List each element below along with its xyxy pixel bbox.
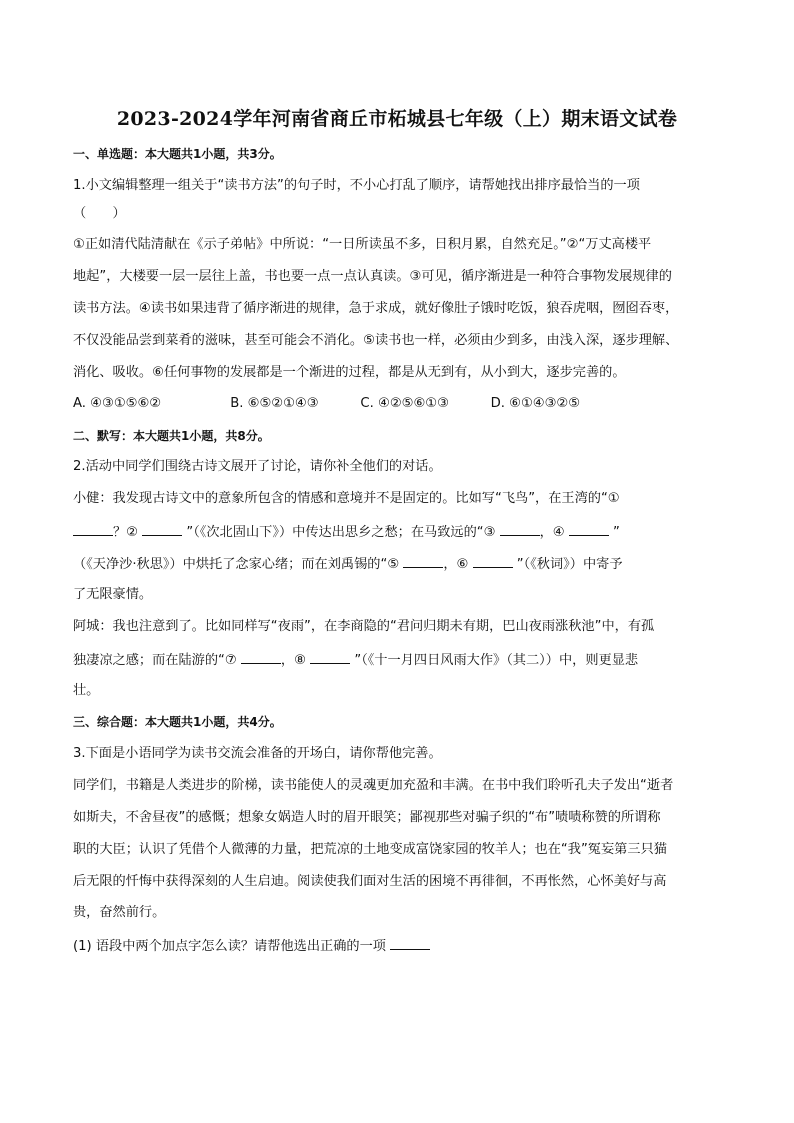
option-b[interactable]: B. ⑥⑤②①④③: [230, 396, 319, 411]
dialogue-line: ？② ”（《次北固山下》）中传达出思乡之愁；在马致远的“③ ，④ ”: [73, 522, 723, 542]
page-title: 2023-2024学年河南省商丘市柘城县七年级（上）期末语文试卷: [116, 108, 678, 130]
passage-line: 同学们，书籍是人类进步的阶梯，读书能使人的灵魂更加充盈和丰满。在书中我们聆听孔夫子发出“逝者: [73, 778, 674, 793]
passage-line: 不仅没能品尝到菜肴的滋味，甚至可能会不消化。⑤读书也一样，必须由少到多，由浅入深，逐步理解、: [73, 333, 679, 348]
options-row: [73, 395, 723, 413]
section-heading-1: 一、单选题：本大题共1小题，共3分。: [73, 147, 282, 161]
answer-blank-sub1[interactable]: [390, 936, 430, 950]
passage-line: 职的大臣；认识了凭借个人微薄的力量，把荒凉的土地变成富饶家园的牧羊人；也在“我”冤妄第三只猫: [73, 842, 667, 857]
answer-blank-2[interactable]: [142, 522, 182, 536]
sub-question-1: (1) 语段中两个加点字怎么读？请帮他选出正确的一项: [73, 936, 723, 956]
answer-blank-1[interactable]: [73, 522, 113, 536]
section-heading-2: 二、默写：本大题共1小题，共8分。: [73, 429, 270, 443]
option-d[interactable]: D. ⑥①④③②⑤: [490, 396, 581, 411]
option-c[interactable]: C. ④②⑤⑥①③: [360, 396, 449, 411]
section-heading-3: 三、综合题：本大题共1小题，共4分。: [73, 715, 282, 729]
question-3-stem: 3.下面是小语同学为读书交流会准备的开场白，请你帮他完善。: [73, 746, 442, 761]
dialogue-line: 阿城：我也注意到了。比如同样写“夜雨”，在李商隐的“君问归期未有期，巴山夜雨涨秋池”中，有孤: [73, 619, 655, 634]
passage-line: ①正如清代陆清献在《示子弟帖》中所说：“一日所读虽不多，日积月累，自然充足。”②“万丈高楼平: [73, 237, 652, 252]
answer-blank-6[interactable]: [473, 554, 513, 568]
question-2-stem: 2.活动中同学们围绕古诗文展开了讨论，请你补全他们的对话。: [73, 459, 442, 474]
dialogue-line: 壮。: [73, 683, 100, 698]
answer-blank-7[interactable]: [241, 650, 281, 664]
dialogue-line: 独凄凉之感；而在陆游的“⑦ ，⑧ ”（《十一月四日风雨大作》（其二））中，则更显悲: [73, 650, 723, 670]
answer-blank-8[interactable]: [310, 650, 350, 664]
passage-line: 后无限的忏悔中获得深刻的人生启迪。阅读使我们面对生活的困境不再徘徊，不再怅然，心怀美好与高: [73, 874, 667, 889]
dialogue-line: （《天净沙·秋思》）中烘托了念家心绪；而在刘禹锡的“⑤ ，⑥ ”（《秋词》）中寄予: [73, 554, 723, 574]
question-1-answer-bracket: （ ）: [73, 206, 126, 221]
passage-line: 地起”，大楼要一层一层往上盖，书也要一点一点认真读。③可见，循序渐进是一种符合事物发展规律的: [73, 269, 672, 284]
question-1-stem: 1.小文编辑整理一组关于“读书方法”的句子时，不小心打乱了顺序，请帮她找出排序最恰当的一项: [73, 178, 640, 193]
passage-line: 如斯夫，不舍昼夜”的感慨；想象女娲造人时的眉开眼笑；鄙视那些对骗子织的“布”啧啧称赞的所谓称: [73, 810, 661, 825]
answer-blank-3[interactable]: [500, 522, 540, 536]
dialogue-line: 了无限豪情。: [73, 587, 153, 602]
passage-line: 消化、吸收。⑥任何事物的发展都是一个渐进的过程，都是从无到有，从小到大，逐步完善的。: [73, 365, 626, 380]
answer-blank-4[interactable]: [569, 522, 609, 536]
option-a[interactable]: A. ④③①⑤⑥②: [73, 396, 162, 411]
passage-line: 贵，奋然前行。: [73, 905, 166, 920]
passage-line: 读书方法。④读书如果违背了循序渐进的规律，急于求成，就好像肚子饿时吃饭，狼吞虎咽，囫囵吞枣，: [73, 301, 679, 316]
dialogue-line: 小健：我发现古诗文中的意象所包含的情感和意境并不是固定的。比如写“飞鸟”，在王湾的“①: [73, 491, 620, 506]
answer-blank-5[interactable]: [403, 554, 443, 568]
